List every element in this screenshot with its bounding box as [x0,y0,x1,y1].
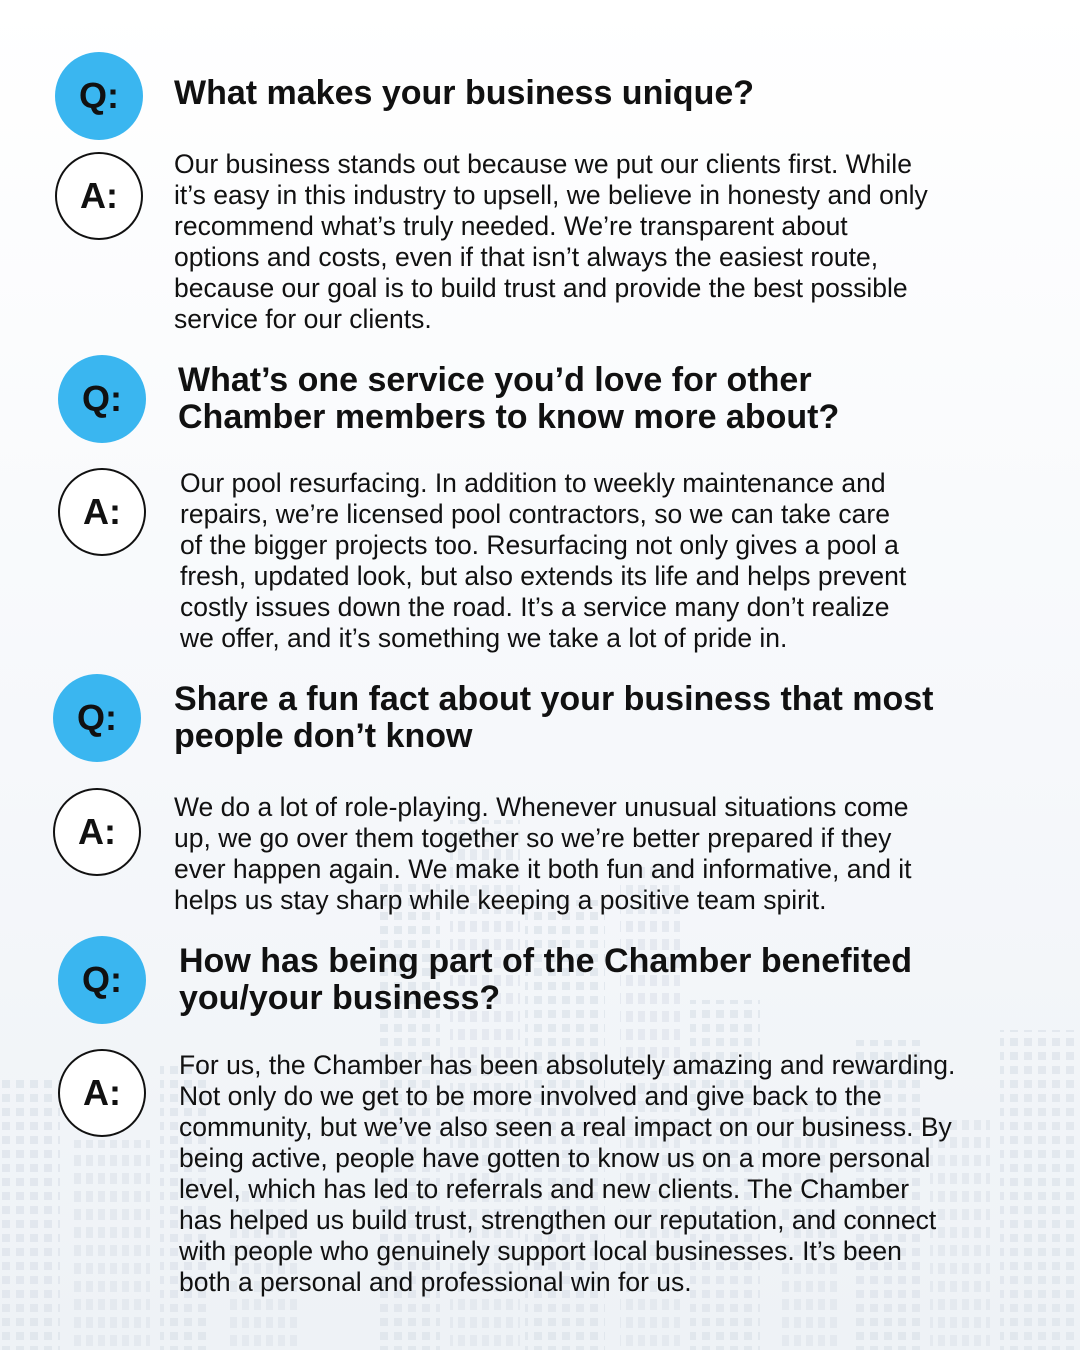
answer-line: Our business stands out because we put our clients first. While [174,149,912,179]
answer-line: We do a lot of role-playing. Whenever unusual situations come [174,792,909,822]
answer-line: options and costs, even if that isn’t always the easiest route, [174,242,879,272]
question-text [179,943,912,1017]
question-badge: Q: [58,355,146,443]
answer-line: up, we go over them together so we’re better prepared if they [174,823,892,853]
question-line: you/your business? [179,979,501,1017]
answer-line: For us, the Chamber has been absolutely amazing and rewarding. [179,1050,956,1080]
answer-line: level, which has led to referrals and new clients. The Chamber [179,1174,910,1204]
answer-line: has helped us build trust, strengthen our reputation, and connect [179,1205,937,1235]
answer-line: recommend what’s truly needed. We’re transparent about [174,211,848,241]
answer-line: it’s easy in this industry to upsell, we believe in honesty and only [174,180,928,210]
answer-text [179,1050,955,1298]
answer-line: Not only do we get to be more involved and give back to the [179,1081,882,1111]
answer-line: ever happen again. We make it both fun and informative, and it [174,854,912,884]
answer-line: both a personal and professional win for us. [179,1267,692,1297]
answer-line: because our goal is to build trust and provide the best possible [174,273,908,303]
answer-line: costly issues down the road. It’s a service many don’t realize [180,592,890,622]
answer-badge: A: [53,788,141,876]
answer-badge: A: [58,1049,146,1137]
answer-line: we offer, and it’s something we take a lot of pride in. [180,623,788,653]
question-line: What makes your business unique? [174,74,755,112]
answer-line: community, but we’ve also seen a real impact on our business. By [179,1112,952,1142]
answer-line: service for our clients. [174,304,432,334]
question-line: How has being part of the Chamber benefited [179,942,912,980]
answer-line: Our pool resurfacing. In addition to weekly maintenance and [180,468,886,498]
answer-line: helps us stay sharp while keeping a positive team spirit. [174,885,827,915]
question-badge: Q: [53,674,141,762]
answer-badge: A: [55,152,143,240]
question-line: What’s one service you’d love for other [178,361,812,399]
answer-line: with people who genuinely support local businesses. It’s been [179,1236,902,1266]
question-line: Chamber members to know more about? [178,398,840,436]
answer-line: of the bigger projects too. Resurfacing not only gives a pool a [180,530,899,560]
question-line: people don’t know [174,717,473,755]
question-line: Share a fun fact about your business that most [174,680,934,718]
question-badge: Q: [55,52,143,140]
answer-line: being active, people have gotten to know us on a more personal [179,1143,931,1173]
answer-line: fresh, updated look, but also extends its life and helps prevent [180,561,907,591]
question-badge: Q: [58,936,146,1024]
answer-line: repairs, we’re licensed pool contractors, so we can take care [180,499,890,529]
answer-badge: A: [58,468,146,556]
